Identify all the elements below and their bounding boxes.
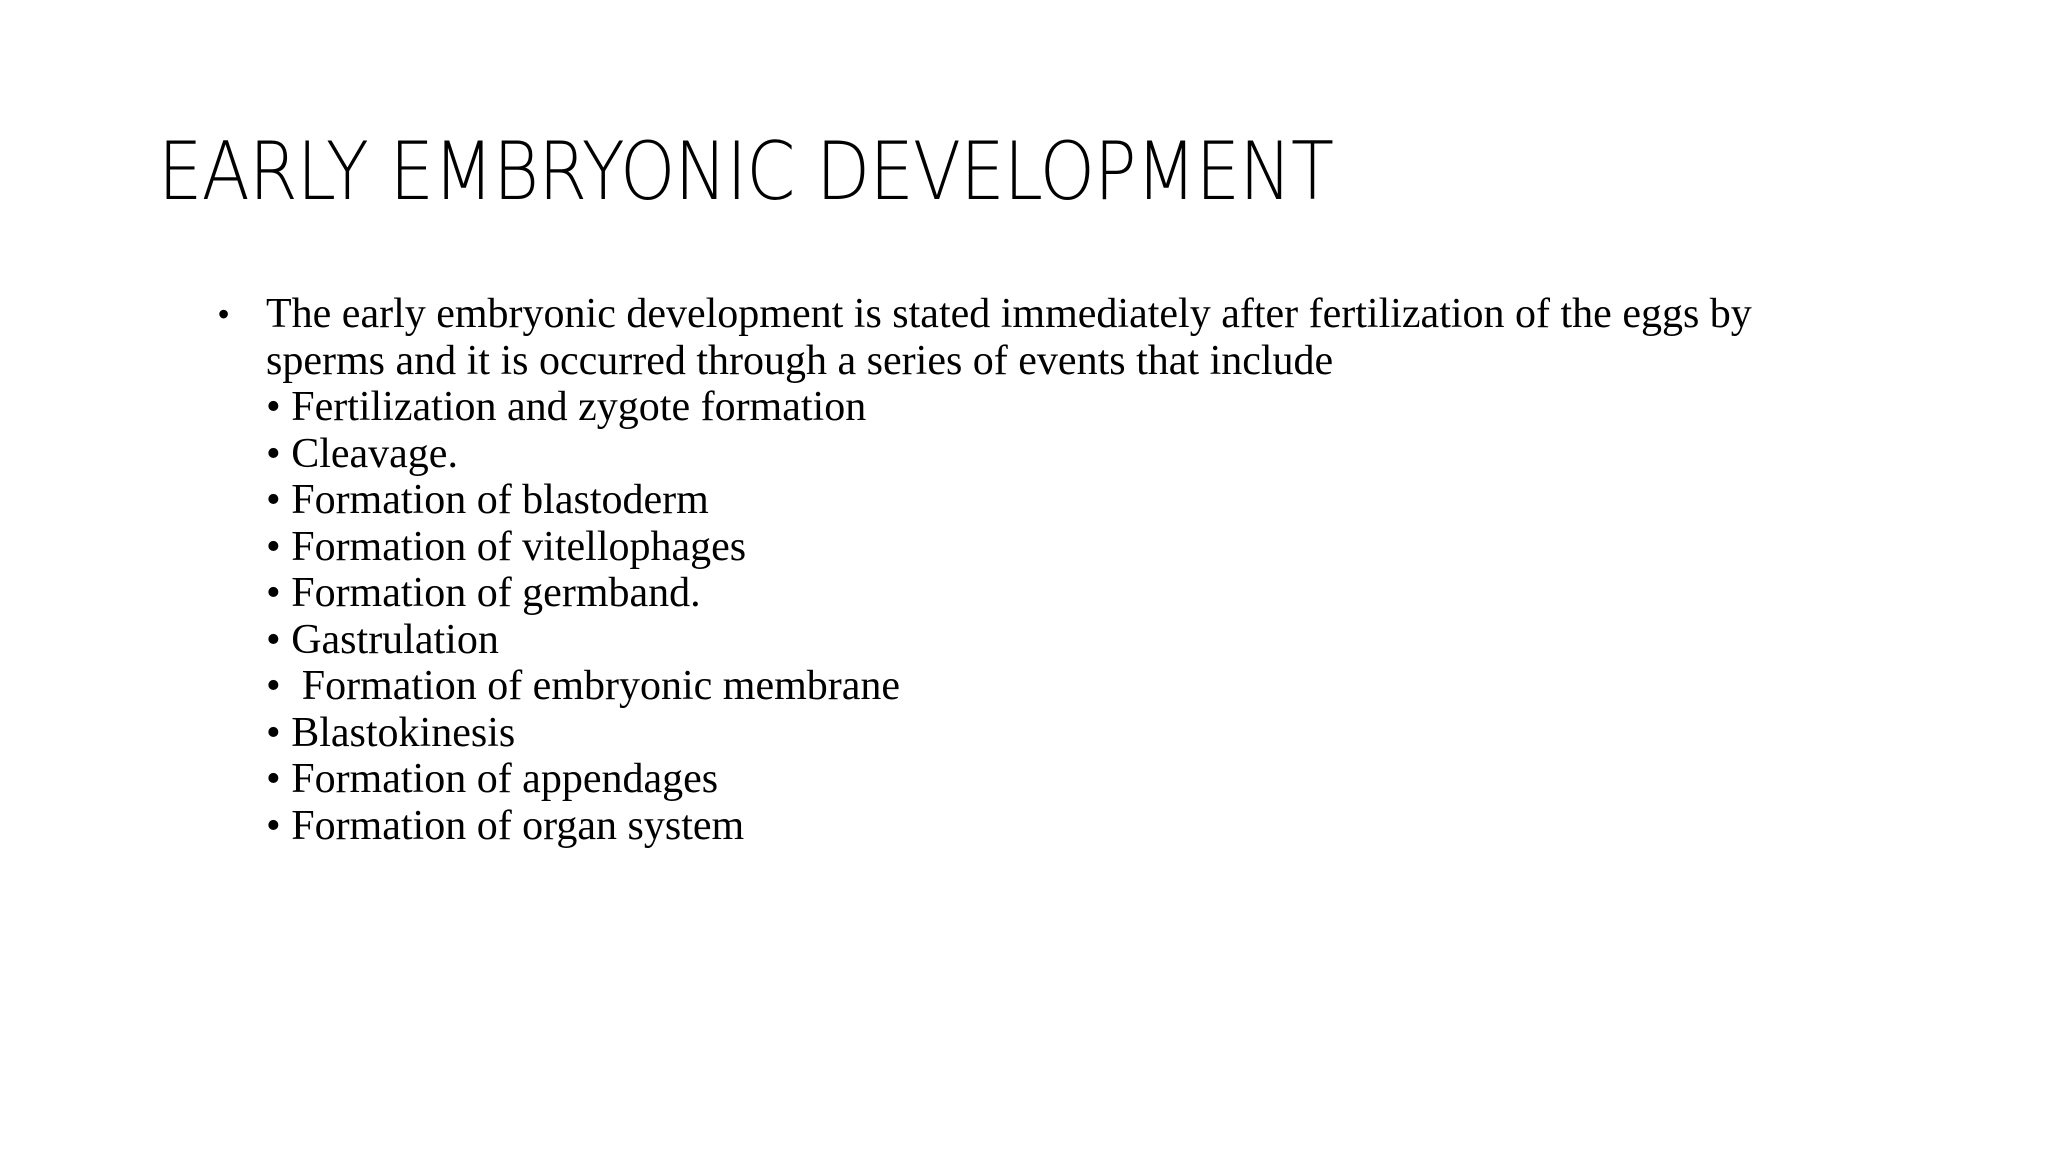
list-item: • Blastokinesis bbox=[266, 709, 516, 756]
list-item: • Gastrulation bbox=[266, 616, 499, 663]
list-item: • Formation of embryonic membrane bbox=[266, 663, 901, 709]
slide-title: EARLY EMBRYONIC DEVELOPMENT bbox=[158, 125, 1334, 218]
list-item: • Formation of blastoderm bbox=[266, 477, 709, 523]
main-bullet-paragraph bbox=[218, 291, 1878, 384]
bullet-icon: • bbox=[218, 296, 230, 332]
list-item: • Formation of appendages bbox=[266, 756, 719, 802]
list-item: • Formation of germband. bbox=[266, 570, 701, 616]
intro-text: The early embryonic development is stated immediately after fertilization of the eggs by sperms and it is occurred through a series of events that include bbox=[266, 291, 1752, 384]
list-item: • Fertilization and zygote formation bbox=[266, 384, 867, 430]
slide-body bbox=[218, 291, 1878, 849]
list-item: • Cleavage. bbox=[266, 430, 458, 477]
list-item: • Formation of vitellophages bbox=[266, 523, 747, 570]
list-item: • Formation of organ system bbox=[266, 802, 745, 849]
